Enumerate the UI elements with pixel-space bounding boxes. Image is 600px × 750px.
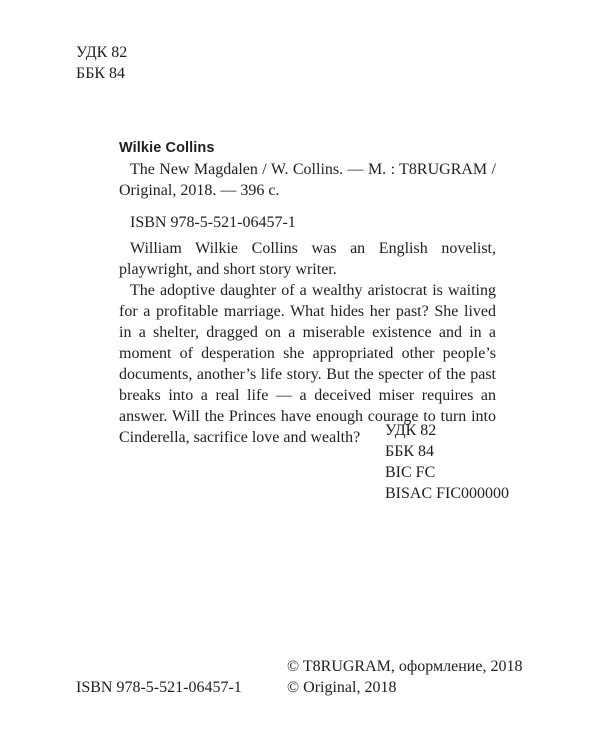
isbn-main: ISBN 978-5-521-06457-1 xyxy=(130,214,296,231)
classification-codes xyxy=(385,420,509,504)
bibliographic-record xyxy=(119,159,496,201)
annotation xyxy=(119,238,496,448)
bibliographic-line-1: The New Magdalen / W. Collins. — M. : T8RUGRAM / xyxy=(130,161,496,178)
footer-isbn: ISBN 978-5-521-06457-1 xyxy=(76,679,242,696)
copyright-original: © Original, 2018 xyxy=(287,679,397,696)
bibliographic-line-2: Original, 2018. — 396 c. xyxy=(119,182,280,199)
author-name: Wilkie Collins xyxy=(119,140,215,156)
annotation-paragraph-2: The adoptive daughter of a wealthy aristocrat is waiting for a profitable marriage. What hides her past? She lived in a shelter, dragged on a miserable existence and in a moment of desperation she appropriated other people’s documents, another’s life story. But the specter of the past breaks into a real life — a deceived miser requires an answer. Will the Princes have enough courage to turn into Cinderella, sacrifice love and wealth? xyxy=(119,282,496,446)
annotation-paragraph-1: William Wilkie Collins was an English novelist, playwright, and short story writer. xyxy=(119,240,496,278)
bbk-code: ББК 84 xyxy=(76,65,126,82)
copyright-notices xyxy=(287,656,522,698)
bic-code: BIC FC xyxy=(385,464,436,481)
udk-code: УДК 82 xyxy=(385,422,437,439)
bisac-code: BISAC FIC000000 xyxy=(385,485,510,502)
top-classification-codes xyxy=(76,42,127,84)
copyright-publisher: © T8RUGRAM, оформление, 2018 xyxy=(287,658,523,675)
bbk-code: ББК 84 xyxy=(385,443,435,460)
udk-code: УДК 82 xyxy=(76,44,128,61)
